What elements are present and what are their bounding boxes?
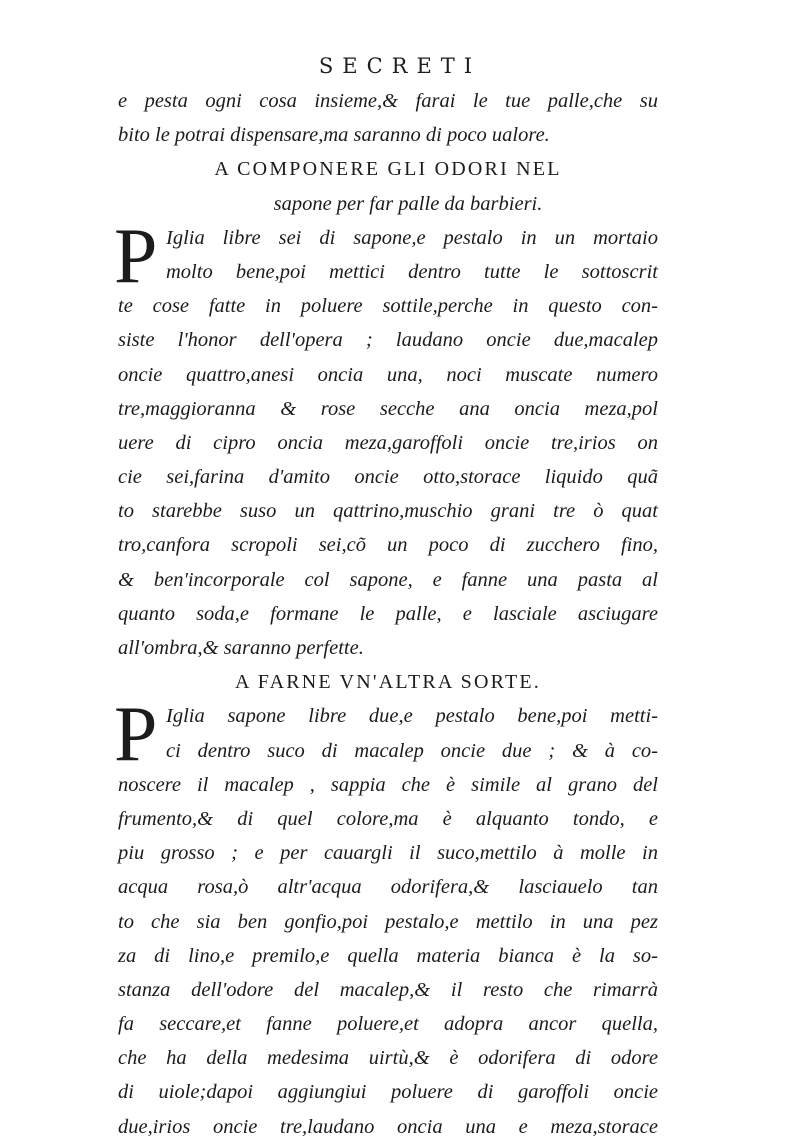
text-line: te cose fatte in poluere sottile,perche in questo con-	[118, 295, 658, 318]
text-line: all'ombra,& saranno perfette.	[118, 637, 364, 659]
text-line: quanto soda,e formane le palle, e lasciale asciugare	[118, 602, 658, 625]
text-line: oncie quattro,anesi oncia una, noci muscate numero	[118, 363, 658, 386]
text-line: che ha della medesima uirtù,& è odorifera di odore	[118, 1047, 658, 1070]
text-line: tro,canfora scropoli sei,cõ un poco di zucchero fino,	[118, 534, 658, 557]
text-line: di uiole;dapoi aggiungiui poluere di garoffoli oncie	[118, 1081, 658, 1104]
section-heading-1: A COMPONERE GLI ODORI NEL	[214, 158, 562, 181]
paragraph-1	[114, 211, 658, 665]
text-line: fa seccare,et fanne poluere,et adopra ancor quella,	[118, 1013, 658, 1036]
text-line: noscere il macalep , sappia che è simile al grano del	[118, 773, 658, 796]
text-line: to starebbe suso un qattrino,muschio grani tre ò quat	[118, 500, 658, 523]
paragraph-2	[114, 690, 658, 1143]
text-block	[114, 84, 658, 1144]
drop-initial: P	[114, 211, 158, 299]
text-line: & ben'incorporale col sapone, e fanne una pasta al	[118, 568, 658, 591]
text-line: molto bene,poi mettici dentro tutte le sottoscrit	[166, 260, 658, 283]
text-line: e pesta ogni cosa insieme,& farai le tue palle,che su	[118, 90, 658, 112]
text-line: stanza dell'odore del macalep,& il resto che rimarrà	[118, 978, 658, 1001]
text-line: bito le potrai dispensare,ma saranno di poco ualore.	[118, 124, 550, 147]
text-line: tre,maggioranna & rose secche ana oncia meza,pol	[118, 397, 658, 420]
text-line: frumento,& di quel colore,ma è alquanto tondo, e	[118, 807, 658, 830]
text-line: za di lino,e premilo,e quella materia bianca è la so-	[118, 944, 658, 967]
section-heading-2: A FARNE VN'ALTRA SORTE.	[234, 671, 541, 694]
text-line: to che sia ben gonfio,poi pestalo,e mettilo in una pez	[118, 910, 658, 933]
text-line: siste l'honor dell'opera ; laudano oncie due,macalep	[118, 329, 658, 352]
text-line: Iglia sapone libre due,e pestalo bene,poi metti-	[166, 705, 658, 728]
text-line: uere di cipro oncia meza,garoffoli oncie tre,irios on	[118, 431, 658, 454]
drop-initial: P	[114, 690, 158, 778]
text-line: piu grosso ; e per cauargli il suco,mettilo à molle in	[118, 842, 658, 865]
text-line: ci dentro suco di macalep oncie due ; & à co-	[166, 739, 658, 762]
running-head: SECRETI	[318, 54, 482, 78]
text-line: due,irios oncie tre,laudano oncia una e meza,storace	[118, 1115, 658, 1138]
text-line: Iglia libre sei di sapone,e pestalo in un mortaio	[166, 226, 658, 249]
text-line: acqua rosa,ò altr'acqua odorifera,& lasciauelo tan	[118, 876, 658, 899]
text-line: cie sei,farina d'amito oncie otto,storace liquido quã	[118, 466, 658, 489]
section-subheading-1: sapone per far palle da barbieri.	[273, 192, 543, 215]
